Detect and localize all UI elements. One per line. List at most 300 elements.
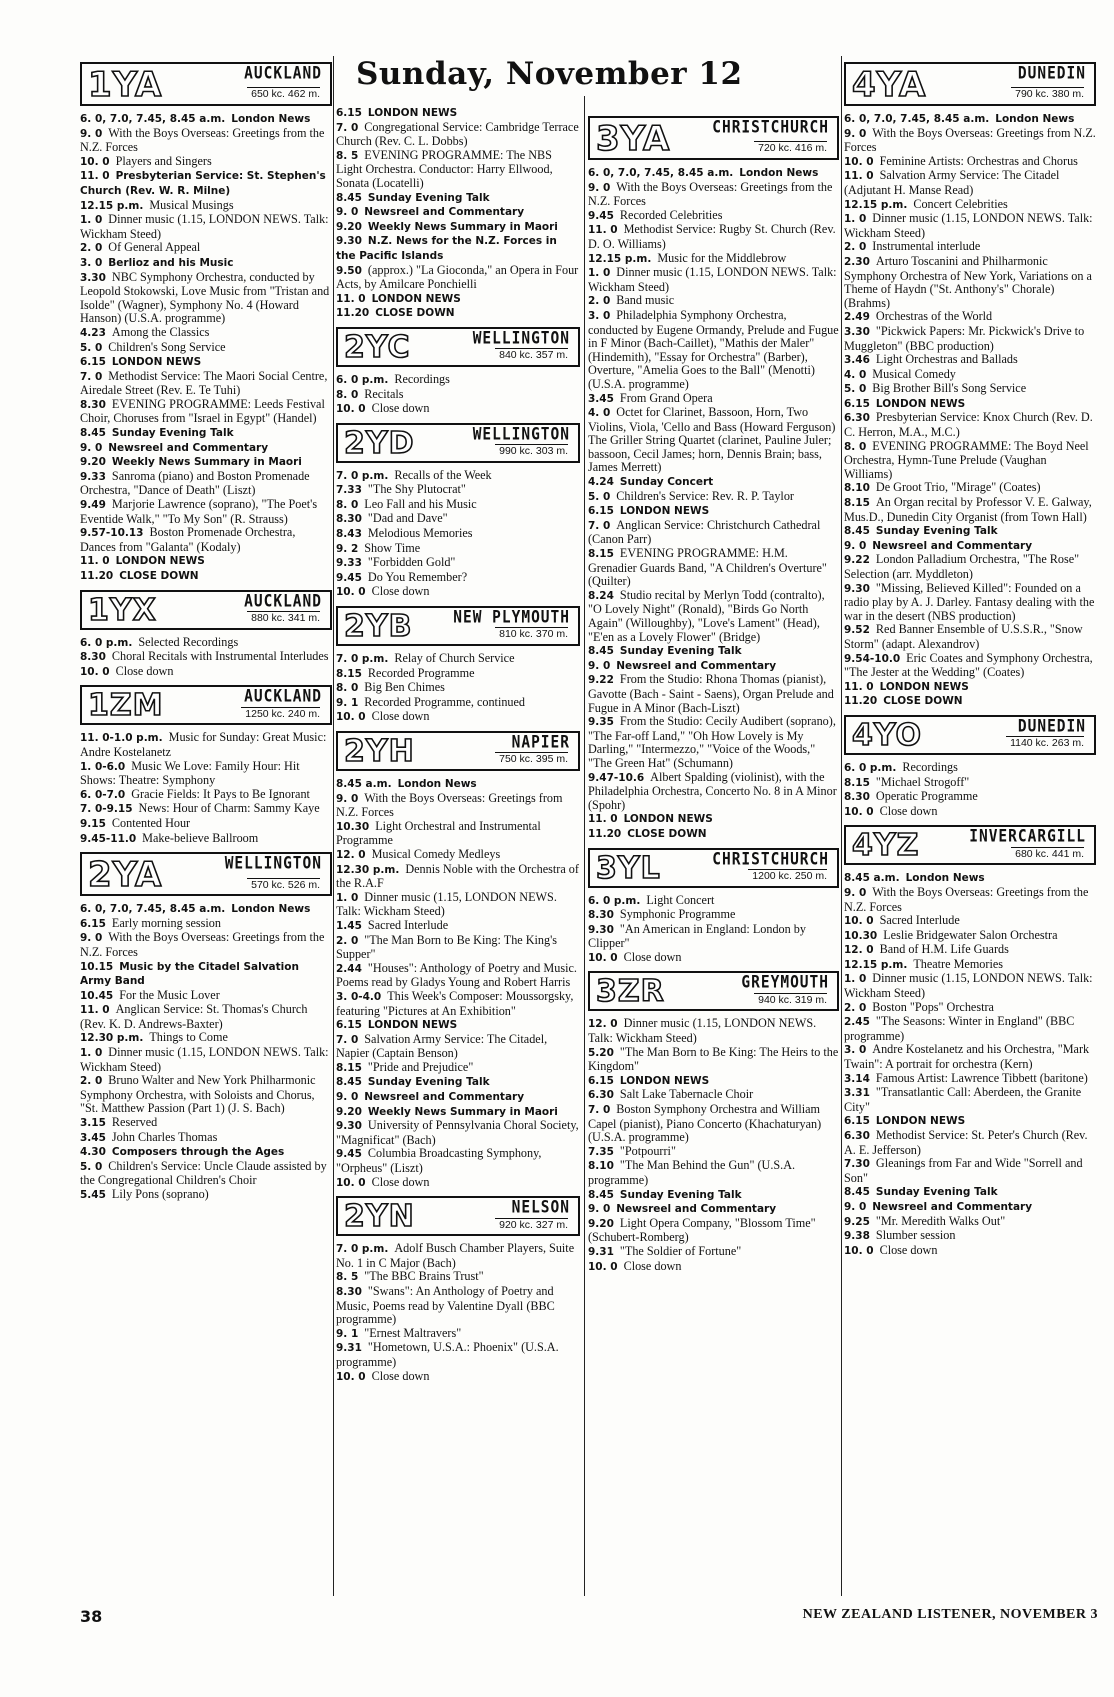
programme-entry	[80, 455, 332, 470]
station-frequency: 920 kc. 327 m.	[495, 1218, 568, 1233]
programme-time: 2.30	[844, 255, 870, 268]
programme-text: Contented Hour	[111, 815, 191, 830]
programme-entry	[588, 266, 839, 294]
programme-text: With the Boys Overseas: Greetings from the N.Z. Forces	[80, 125, 325, 155]
programme-entry	[336, 1119, 580, 1147]
programme-time: 11.20	[844, 695, 878, 708]
station-location: WELLINGTON	[472, 329, 570, 349]
programme-entry	[80, 169, 332, 198]
programme-text: Light Concert	[646, 892, 715, 907]
programme-time: 4. 0	[844, 368, 867, 381]
programme-text: NBC Symphony Orchestra, conducted by Leopold Stokowski, Love Music from "Tristan and Isolde" (Wagner), Symphony No. 4 (Howard Hanson) (U.S.A. programme)	[80, 269, 330, 326]
programme-entry	[844, 871, 1096, 886]
programme-entry	[336, 1147, 580, 1175]
programme-text: Gracie Fields: It Pays to Be Ignorant	[131, 786, 310, 801]
programme-time: 9. 0	[588, 181, 611, 194]
programme-time: 1. 0	[80, 214, 103, 227]
page-title: Sunday, November 12	[356, 56, 743, 92]
programme-time: 9.15	[80, 817, 106, 830]
programme-entry	[80, 636, 332, 651]
programme-time: 11.20	[336, 307, 370, 320]
programme-text: Studio recital by Merlyn Todd (contralto), "O Lovely Night" (Ronald), "Birds Go North Again" (Willoughby), "Love's Lament" (Head), "E'en as a Lovely Flower" (Bridge)	[588, 587, 825, 644]
programme-time: 4.24	[588, 476, 614, 489]
programme-entry	[336, 1327, 580, 1342]
programme-time: 9.20	[588, 1217, 614, 1230]
programme-time: 9.30	[336, 1120, 362, 1133]
station-frequency: 1140 kc. 263 m.	[1006, 736, 1084, 751]
programme-time: 9.33	[336, 557, 362, 570]
programme-text: Close down	[371, 1174, 430, 1189]
programme-time: 5. 0	[588, 490, 611, 503]
programme-time: 8.30	[80, 651, 106, 664]
programme-entry	[80, 370, 332, 398]
programme-entry	[336, 934, 580, 962]
programme-entry	[336, 1270, 580, 1285]
programme-time: 10. 0	[80, 155, 110, 168]
programme-time: 12.15 p.m.	[844, 198, 908, 211]
station-logo: 2YH	[344, 734, 415, 769]
programme-entry	[80, 802, 332, 817]
programme-time: 10. 0	[336, 403, 366, 416]
programme-time: 8.30	[588, 909, 614, 922]
programme-entry	[588, 827, 839, 842]
programme-time: 12. 0	[844, 944, 874, 957]
programme-entry	[336, 542, 580, 557]
programme-text: Famous Artist: Lawrence Tibbett (baritone)	[875, 1070, 1088, 1085]
programme-entry	[844, 1086, 1096, 1114]
programme-time: 9.31	[588, 1245, 614, 1258]
programme-entry	[80, 155, 332, 170]
programme-entry	[80, 526, 332, 554]
programme-entry	[80, 1031, 332, 1046]
programme-entry	[80, 1188, 332, 1203]
programme-entry	[336, 820, 580, 848]
programme-time: 11. 0	[844, 680, 874, 693]
programme-entry	[336, 498, 580, 513]
programme-time: 1. 0-6.0	[80, 760, 126, 773]
programme-entry	[844, 155, 1096, 170]
station-logo: 3YL	[596, 850, 661, 886]
station-header	[80, 685, 332, 725]
programme-entry	[588, 392, 839, 407]
station-location: NAPIER	[511, 733, 570, 753]
programme-entry	[80, 426, 332, 441]
programme-entry	[844, 481, 1096, 496]
station-header	[844, 825, 1096, 865]
programme-entry	[588, 1202, 839, 1217]
programme-text: Lily Pons (soprano)	[111, 1187, 209, 1201]
programme-entry	[80, 498, 332, 526]
programme-entry	[80, 256, 332, 271]
station-logo: 2YN	[344, 1199, 415, 1235]
programme-time: 8.45	[80, 427, 106, 440]
station-frequency: 810 kc. 370 m.	[495, 627, 568, 642]
programme-time: 9.38	[844, 1230, 870, 1243]
programme-entry	[336, 1370, 580, 1385]
programme-entry	[80, 441, 332, 456]
programme-text: Close down	[879, 1242, 938, 1257]
programme-text: From Grand Opera	[619, 390, 713, 405]
programme-text: News: Hour of Charm: Sammy Kaye	[138, 801, 320, 816]
programme-text: Sunday Evening Talk	[619, 645, 742, 658]
programme-text: Recorded Programme	[367, 665, 475, 680]
programme-time: 6. 0-7.0	[80, 788, 126, 801]
programme-time: 12. 0	[588, 1018, 618, 1031]
station-logo: 4YA	[852, 65, 927, 105]
programme-text: Dinner music (1.15, LONDON NEWS. Talk: Wickham Steed)	[844, 971, 1093, 1001]
programme-time: 8.43	[336, 528, 362, 541]
programme-entry	[588, 252, 839, 267]
programme-entry	[336, 512, 580, 527]
column-rule	[841, 56, 842, 1596]
programme-text: Adolf Busch Chamber Players, Suite No. 1 in C Major (Bach)	[336, 1241, 575, 1270]
programme-entry	[844, 582, 1096, 624]
programme-entry	[80, 989, 332, 1004]
station-logo: 1YX	[88, 592, 157, 628]
programme-time: 9.45-11.0	[80, 832, 137, 845]
programme-text: De Groot Trio, "Mirage" (Coates)	[875, 480, 1041, 495]
programme-entry	[844, 496, 1096, 524]
programme-entry	[588, 644, 839, 659]
programme-entry	[844, 368, 1096, 383]
programme-text: From the Studio: Rhona Thomas (pianist), Gavotte (Bach - Saint - Saens), Organ Prelude and Fugue in A Minor (Bach-Liszt)	[588, 672, 834, 715]
programme-text: LONDON NEWS	[367, 107, 458, 119]
programme-time: 8.30	[336, 1286, 362, 1298]
programme-time: 9.31	[336, 1342, 362, 1355]
programme-text: Dinner music (1.15, LONDON NEWS. Talk: Wickham Steed)	[336, 889, 557, 919]
programme-time: 9. 0	[336, 1091, 359, 1104]
programme-entry	[588, 812, 839, 827]
programme-text: London News	[739, 167, 819, 179]
programme-time: 8.45	[588, 1188, 614, 1201]
station-location: INVERCARGILL	[969, 828, 1086, 847]
programme-entry	[336, 106, 580, 121]
programme-text: Close down	[371, 584, 430, 599]
programme-entry	[80, 1145, 332, 1160]
programme-entry	[844, 652, 1096, 680]
programme-entry	[588, 1245, 839, 1260]
programme-text: LONDON NEWS	[111, 356, 202, 369]
programme-entry	[844, 943, 1096, 958]
programme-text: Recordings	[902, 759, 958, 774]
programme-time: 11. 0	[588, 813, 618, 826]
programme-entry	[844, 1114, 1096, 1129]
programme-entry	[336, 990, 580, 1018]
programme-entry	[80, 650, 332, 665]
programme-entry	[844, 1229, 1096, 1244]
programme-entry	[588, 1260, 839, 1275]
programme-entry	[336, 667, 580, 682]
programme-text: N.Z. News for the N.Z. Forces in the Pacific Islands	[336, 235, 557, 262]
programme-entry	[80, 398, 332, 426]
programme-text: With the Boys Overseas: Greetings from N.Z. Forces	[844, 125, 1096, 155]
programme-entry	[844, 440, 1096, 482]
station-frequency: 990 kc. 303 m.	[495, 444, 568, 459]
programme-time: 9.25	[844, 1215, 870, 1228]
programme-entry	[336, 469, 580, 484]
programme-text: Boston "Pops" Orchestra	[872, 999, 994, 1014]
programme-time: 3.15	[80, 1117, 106, 1130]
station-header	[844, 715, 1096, 755]
programme-entry	[844, 1015, 1096, 1043]
programme-text: Theatre Memories	[913, 956, 1003, 971]
programme-time: 3.31	[844, 1087, 870, 1100]
programme-text: Sunday Evening Talk	[367, 1076, 490, 1089]
station-location: GREYMOUTH	[741, 974, 829, 993]
programme-time: 5. 0	[80, 341, 103, 354]
programme-entry	[844, 127, 1096, 155]
programme-text: John Charles Thomas	[111, 1129, 218, 1144]
publication-footer: NEW ZEALAND LISTENER, NOVEMBER 3	[802, 1607, 1098, 1622]
programme-time: 8.45 a.m.	[336, 778, 392, 790]
programme-entry	[588, 1017, 839, 1045]
station-frequency: 750 kc. 395 m.	[495, 752, 568, 767]
programme-text: Leslie Bridgewater Salon Orchestra	[883, 927, 1058, 942]
station-header	[80, 62, 332, 106]
programme-entry	[588, 1088, 839, 1103]
programme-entry	[588, 1103, 839, 1145]
station-location: WELLINGTON	[472, 425, 570, 444]
programme-text: London News	[995, 113, 1075, 125]
programme-entry	[80, 355, 332, 370]
programme-time: 9. 1	[336, 1327, 359, 1340]
programme-time: 10.15	[80, 960, 114, 973]
programme-entry	[336, 710, 580, 725]
programme-entry	[336, 388, 580, 403]
programme-entry	[80, 960, 332, 989]
programme-text: EVENING PROGRAMME: The Boyd Neel Orchestra, Hymn-Tune Prelude (Vaughan Williams)	[844, 438, 1089, 481]
programme-text: CLOSE DOWN	[375, 307, 455, 320]
programme-time: 4.30	[80, 1146, 106, 1159]
programme-time: 8.30	[844, 791, 870, 804]
programme-entry	[588, 490, 839, 505]
column-2	[336, 106, 580, 1384]
programme-time: 8.45	[844, 525, 870, 538]
programme-time: 2.49	[844, 311, 870, 324]
programme-time: 9.45	[588, 209, 614, 222]
programme-entry	[80, 569, 332, 584]
programme-time: 9. 0	[844, 886, 867, 899]
programme-entry	[844, 805, 1096, 820]
programme-entry	[588, 1046, 839, 1074]
programme-entry	[844, 198, 1096, 213]
station-frequency: 1250 kc. 240 m.	[241, 707, 320, 722]
programme-text: Weekly News Summary in Maori	[111, 456, 302, 469]
programme-time: 10. 0	[844, 155, 874, 168]
programme-entry	[336, 306, 580, 321]
programme-time: 7. 0	[336, 1033, 359, 1046]
programme-text: London News	[231, 113, 311, 125]
programme-time: 6. 0, 7.0, 7.45, 8.45 a.m.	[80, 903, 226, 916]
programme-text: "Hometown, U.S.A.: Phoenix" (U.S.A. programme)	[336, 1340, 559, 1369]
programme-text: "Transatlantic Call: Aberdeen, the Granite City"	[844, 1085, 1082, 1114]
station-header	[588, 116, 839, 160]
programme-entry	[588, 659, 839, 674]
programme-time: 5. 0	[844, 383, 867, 396]
programme-time: 7.30	[844, 1158, 870, 1171]
programme-entry	[844, 790, 1096, 805]
programme-time: 9.30	[844, 582, 870, 595]
station-logo: 3YA	[596, 119, 671, 159]
programme-entry	[844, 694, 1096, 709]
programme-text: Methodist Service: St. Peter's Church (Rev. A. E. Jefferson)	[844, 1128, 1088, 1157]
station-frequency: 1200 kc. 250 m.	[748, 869, 827, 884]
programme-entry	[844, 397, 1096, 412]
programme-text: LONDON NEWS	[619, 505, 710, 518]
programme-text: This Week's Composer: Moussorgsky, featuring "Pictures at An Exhibition"	[336, 988, 574, 1018]
programme-time: 2. 0	[844, 1001, 867, 1014]
programme-entry	[336, 1033, 580, 1061]
programme-text: Presbyterian Service: St. Stephen's Church (Rev. W. R. Milne)	[80, 170, 326, 197]
programme-text: EVENING PROGRAMME: Leeds Festival Choir, Choruses from "Israel in Egypt" (Handel)	[80, 396, 325, 426]
programme-text: Newsreel and Commentary	[872, 539, 1033, 552]
column-3	[588, 110, 839, 1274]
station-frequency: 790 kc. 380 m.	[1011, 87, 1084, 102]
programme-text: Close down	[879, 803, 938, 818]
programme-text: Light Orchestral and Instrumental Programme	[336, 818, 541, 848]
station-logo: 2YB	[344, 609, 413, 645]
programme-text: Boston Symphony Orchestra and William Capel (pianist), Piano Concerto (Khachaturyan) (U.S.A. programme)	[588, 1102, 822, 1145]
programme-entry	[336, 681, 580, 696]
programme-time: 8.45 a.m.	[844, 872, 900, 885]
station-frequency: 650 kc. 462 m.	[247, 87, 320, 102]
programme-entry	[588, 1159, 839, 1187]
programme-time: 9.49	[80, 499, 106, 512]
programme-entry	[844, 929, 1096, 944]
programme-text: Bruno Walter and New York Philharmonic Symphony Orchestra, with Soloists and Chorus, "St. Matthew Passion (Part 1) (J. S. Bach)	[80, 1073, 316, 1116]
programme-entry	[80, 731, 332, 759]
station-header	[336, 606, 580, 646]
programme-text: Close down	[623, 949, 682, 964]
programme-text: With the Boys Overseas: Greetings from the N.Z. Forces	[588, 179, 833, 209]
programme-text: Relay of Church Service	[394, 651, 515, 666]
programme-text: Music for Sunday: Great Music: Andre Kostelanetz	[80, 730, 327, 759]
programme-time: 6. 0 p.m.	[336, 373, 389, 386]
station-frequency: 570 kc. 526 m.	[247, 878, 320, 893]
station-header	[336, 731, 580, 771]
programme-entry	[80, 554, 332, 569]
programme-time: 3. 0	[844, 1044, 867, 1057]
programme-text: "The Shy Plutocrat"	[367, 482, 466, 497]
programme-time: 9.33	[80, 470, 106, 483]
programme-text: Feminine Artists: Orchestras and Chorus	[879, 153, 1078, 168]
programme-time: 8.30	[336, 513, 362, 526]
programme-entry	[588, 1217, 839, 1245]
programme-entry	[844, 524, 1096, 539]
programme-time: 8. 0	[336, 682, 359, 695]
programme-time: 11. 0-1.0 p.m.	[80, 732, 163, 745]
station-header	[336, 423, 580, 463]
programme-time: 10. 0	[844, 1244, 874, 1257]
programme-entry	[80, 917, 332, 932]
programme-time: 6.30	[844, 412, 870, 425]
programme-time: 1. 0	[844, 973, 867, 986]
programme-time: 7. 0-9.15	[80, 803, 133, 816]
programme-time: 8. 5	[336, 149, 359, 162]
programme-text: Music by the Citadel Salvation Army Band	[80, 960, 299, 988]
programme-entry	[80, 1046, 332, 1074]
programme-time: 10.45	[80, 989, 114, 1002]
programme-entry	[80, 326, 332, 341]
programme-entry	[588, 547, 839, 589]
programme-text: Do You Remember?	[367, 569, 468, 584]
programme-text: Arturo Toscanini and Philharmonic Symphony Orchestra of New York, Variations on a Theme of Haydn ("St. Anthony's" Chorale) (Brahms)	[844, 253, 1092, 310]
programme-time: 9. 0	[588, 1203, 611, 1216]
column-rule	[584, 96, 585, 1596]
programme-text: Newsreel and Commentary	[108, 441, 269, 454]
programme-text: Octet for Clarinet, Bassoon, Horn, Two Violins, Viola, 'Cello and Bass (Howard Ferguson) The Griller String Quartet (clarinet, Pauline Juler; bassoon, Cecil James; horn, Dennis Brain; bass, James Merrett)	[588, 405, 836, 475]
programme-text: Light Orchestras and Ballads	[875, 352, 1018, 367]
programme-time: 6.30	[588, 1089, 614, 1102]
programme-entry	[80, 1160, 332, 1188]
programme-text: Sunday Evening Talk	[111, 427, 234, 440]
programme-text: LONDON NEWS	[879, 680, 969, 693]
programme-text: Sunday Evening Talk	[367, 191, 490, 204]
programme-time: 7. 0 p.m.	[336, 469, 389, 482]
station-header	[336, 327, 580, 367]
programme-entry	[588, 223, 839, 251]
programme-time: 11. 0	[844, 170, 874, 183]
programme-time: 9. 0	[80, 441, 103, 454]
programme-time: 5.45	[80, 1189, 106, 1201]
programme-entry	[844, 1185, 1096, 1200]
station-location: NEW PLYMOUTH	[453, 608, 570, 628]
programme-entry	[336, 863, 580, 891]
programme-entry	[336, 483, 580, 498]
programme-time: 10. 0	[336, 1370, 366, 1383]
programme-entry	[80, 1116, 332, 1131]
programme-text: From the Studio: Cecily Audibert (soprano), "The Far-off Land," "Oh How Lovely is My Darling," "Intermezzo," "Voice of the Woods," "The Green Hat" (Schumann)	[588, 714, 836, 770]
station-frequency: 940 kc. 319 m.	[754, 993, 827, 1008]
programme-text: Methodist Service: Rugby St. Church (Rev. D. O. Williams)	[588, 222, 836, 251]
programme-text: LONDON NEWS	[619, 1074, 710, 1087]
programme-entry	[844, 1043, 1096, 1071]
programme-text: Newsreel and Commentary	[616, 659, 777, 672]
programme-time: 9. 1	[336, 696, 359, 709]
station-frequency: 680 kc. 441 m.	[1011, 847, 1084, 862]
programme-time: 8. 0	[336, 388, 359, 401]
programme-time: 9. 0	[80, 127, 103, 140]
programme-time: 9. 2	[336, 542, 359, 555]
station-logo: 4YZ	[852, 828, 920, 864]
programme-entry	[844, 310, 1096, 325]
station-location: AUCKLAND	[244, 64, 322, 84]
programme-entry	[588, 894, 839, 909]
programme-time: 3.45	[80, 1131, 106, 1144]
programme-text: Columbia Broadcasting Symphony, "Orpheus" (Liszt)	[336, 1146, 542, 1176]
programme-text: Dennis Noble with the Orchestra of the R.A.F	[336, 861, 579, 891]
programme-text: Children's Service: Rev. R. P. Taylor	[616, 488, 794, 503]
programme-entry	[80, 788, 332, 803]
programme-entry	[844, 886, 1096, 914]
programme-entry	[80, 832, 332, 847]
programme-text: Boston Promenade Orchestra, Dances from "Galanta" (Kodaly)	[80, 525, 296, 554]
programme-time: 5.20	[588, 1046, 614, 1059]
programme-text: LONDON NEWS	[371, 292, 461, 305]
programme-time: 6. 0, 7.0, 7.45, 8.45 a.m.	[588, 167, 734, 179]
programme-text: "Missing, Believed Killed": Founded on a radio play by A. J. Darley. Fantasy dealing with the war in the desert (NBS production)	[844, 580, 1095, 623]
programme-entry	[844, 1157, 1096, 1185]
programme-entry	[844, 623, 1096, 651]
programme-text: University of Pennsylvania Choral Society, "Magnificat" (Bach)	[336, 1118, 579, 1147]
programme-text: CLOSE DOWN	[883, 695, 963, 708]
programme-text: Music for the Middlebrow	[657, 250, 787, 265]
programme-entry	[336, 556, 580, 571]
programme-entry	[80, 760, 332, 788]
programme-text: Big Ben Chimes	[364, 680, 445, 695]
programme-time: 6.15	[588, 505, 614, 518]
programme-text: Close down	[371, 401, 430, 416]
